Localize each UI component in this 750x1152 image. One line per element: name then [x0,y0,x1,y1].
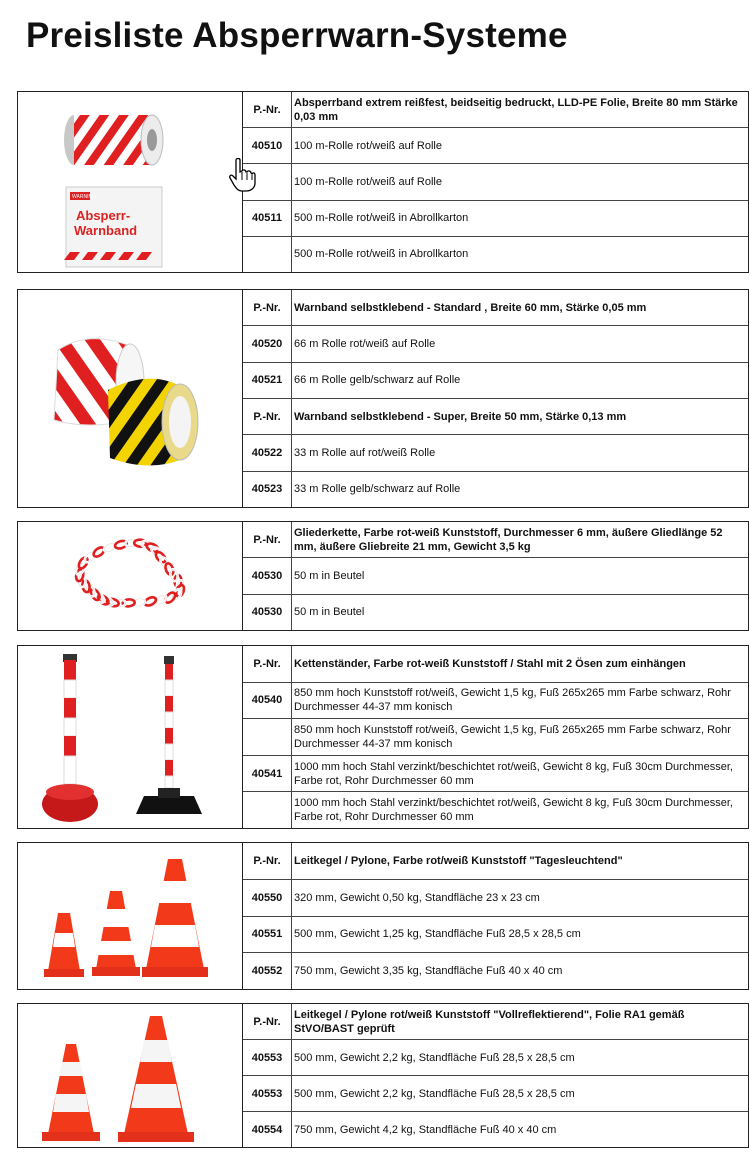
product-description: 50 m in Beutel [294,569,365,582]
table-row [243,756,748,793]
table-row [243,472,748,507]
product-number: 40554 [243,1112,292,1147]
section-gliederkette [17,521,749,631]
section-leitkegel-vollreflektierend [17,1003,749,1148]
product-description: 1000 mm hoch Stahl verzinkt/beschichtet rot/weiß, Gewicht 8 kg, Fuß 30cm Durchmesser, Farbe rot, Rohr Durchmesser 60 mm [294,797,733,824]
table-row [243,1076,748,1112]
table-row [243,683,748,720]
product-description: 850 mm hoch Kunststoff rot/weiß, Gewicht 1,5 kg, Fuß 265x265 mm Farbe schwarz, Rohr Durchmesser 44-37 mm konisch [294,687,731,714]
table-row [243,290,748,326]
product-number: 40510 [243,128,292,163]
table-row [243,595,748,630]
table-row [243,1040,748,1076]
product-description: 500 mm, Gewicht 2,2 kg, Standfläche Fuß 28,5 x 28,5 cm [294,1087,575,1100]
product-description: 66 m Rolle rot/weiß auf Rolle [294,337,436,350]
product-number: P.-Nr. [243,92,292,127]
product-description: 500 m-Rolle rot/weiß in Abrollkarton [294,212,469,225]
product-number: 40552 [243,953,292,989]
product-description: 850 mm hoch Kunststoff rot/weiß, Gewicht 1,5 kg, Fuß 265x265 mm Farbe schwarz, Rohr Durchmesser 44-37 mm konisch [294,723,731,750]
product-number: 40550 [243,880,292,916]
table-row [243,399,748,435]
box-label-line2: Warnband [74,223,138,238]
product-image-leitkegel-vollreflektierend [18,1004,243,1147]
table-row [243,237,748,272]
table-row [243,719,748,756]
table-row [243,128,748,164]
product-heading: Leitkegel / Pylone rot/weiß Kunststoff "Vollreflektierend", Folie RA1 gemäß StVO/BAST geprüft [294,1008,685,1035]
product-description: 750 mm, Gewicht 3,35 kg, Standfläche Fuß 40 x 40 cm [294,965,563,978]
product-number: 40523 [243,472,292,507]
product-number: 40540 [243,683,292,719]
product-number: 40530 [243,595,292,630]
product-image-leitkegel-tagesleuchtend [18,843,243,989]
page-title: Preisliste Absperrwarn-Systeme [26,16,568,55]
product-number: 40511 [243,201,292,236]
table-row [243,326,748,362]
product-description: 1000 mm hoch Stahl verzinkt/beschichtet rot/weiß, Gewicht 8 kg, Fuß 30cm Durchmesser, Farbe rot, Rohr Durchmesser 60 mm [294,760,733,787]
table-row [243,92,748,128]
product-number: P.-Nr. [243,522,292,557]
table-row [243,363,748,399]
product-number: 40520 [243,326,292,361]
section-kettenstaender [17,645,749,829]
product-image-warnband [18,290,243,507]
table-row [243,435,748,471]
product-description: 66 m Rolle gelb/schwarz auf Rolle [294,374,461,387]
product-image-kettenstaender [18,646,243,828]
table-row [243,558,748,594]
chain-link [169,569,178,582]
table-row [243,1112,748,1147]
table-row [243,201,748,237]
product-description: 500 mm, Gewicht 1,25 kg, Standfläche Fuß 28,5 x 28,5 cm [294,928,581,941]
section-absperrband [17,91,749,273]
table-row [243,164,748,200]
product-description: 500 mm, Gewicht 2,2 kg, Standfläche Fuß 28,5 x 28,5 cm [294,1051,575,1064]
product-number: P.-Nr. [243,646,292,682]
chain-image [18,522,242,630]
table-row [243,646,748,683]
product-number: P.-Nr. [243,290,292,325]
box-brand-label: WARNING [72,194,96,200]
product-number: P.-Nr. [243,1004,292,1039]
product-heading: Kettenständer, Farbe rot-weiß Kunststoff / Stahl mit 2 Ösen zum einhängen [294,657,686,670]
table-row [243,843,748,880]
product-heading: Warnband selbstklebend - Standard , Breite 60 mm, Stärke 0,05 mm [294,301,647,314]
hand-cursor-icon [228,158,256,197]
product-description: 33 m Rolle gelb/schwarz auf Rolle [294,483,461,496]
table-row [243,792,748,828]
product-description: 100 m-Rolle rot/weiß auf Rolle [294,176,442,188]
product-image-gliederkette [18,522,243,630]
product-number: 40522 [243,435,292,470]
product-image-absperrband [18,92,243,272]
product-number: 40530 [243,558,292,593]
product-description: 750 mm, Gewicht 4,2 kg, Standfläche Fuß 40 x 40 cm [294,1123,557,1136]
product-number [243,792,292,828]
table-row [243,953,748,989]
product-number: 40553 [243,1040,292,1075]
product-description: 320 mm, Gewicht 0,50 kg, Standfläche 23 x 23 cm [294,891,540,904]
product-description: 100 m-Rolle rot/weiß auf Rolle [294,139,442,152]
product-number: 40551 [243,917,292,953]
product-description: 500 m-Rolle rot/weiß in Abrollkarton [294,248,469,261]
product-description: 50 m in Beutel [294,606,365,619]
product-heading: Warnband selbstklebend - Super, Breite 50 mm, Stärke 0,13 mm [294,410,627,423]
table-row [243,917,748,954]
product-number: P.-Nr. [243,843,292,879]
product-heading: Absperrband extrem reißfest, beidseitig bedruckt, LLD-PE Folie, Breite 80 mm Stärke 0,03 mm [294,96,738,123]
product-number [243,237,292,272]
product-number [243,719,292,755]
table-row [243,1004,748,1040]
box-label-line1: Absperr- [76,208,131,223]
section-leitkegel-tagesleuchtend [17,842,749,990]
product-number: 40541 [243,756,292,792]
table-row [243,880,748,917]
product-heading: Gliederkette, Farbe rot-weiß Kunststoff, Durchmesser 6 mm, äußere Gliedlänge 52 mm, äußere Gliebreite 21 mm, Gewicht 3,5 kg [294,526,723,553]
product-number: 40553 [243,1076,292,1111]
table-row [243,522,748,558]
section-warnband [17,289,749,508]
product-description: 33 m Rolle auf rot/weiß Rolle [294,446,436,459]
product-number: P.-Nr. [243,399,292,434]
product-heading: Leitkegel / Pylone, Farbe rot/weiß Kunststoff "Tagesleuchtend" [294,854,623,867]
product-number: 40521 [243,363,292,398]
